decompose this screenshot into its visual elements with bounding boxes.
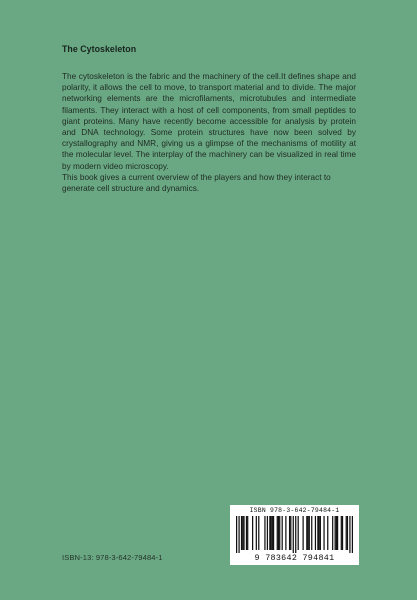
blurb-paragraph-2: This book gives a current overview of the players and how they interact to generate cell structure and dynamics.	[62, 172, 331, 194]
barcode-bar	[317, 516, 318, 550]
barcode-bar	[336, 516, 337, 550]
barcode-bar	[303, 516, 304, 550]
barcode-bar	[272, 516, 273, 550]
barcode-bar	[337, 516, 338, 550]
barcode-bar	[282, 516, 283, 550]
barcode-bar	[290, 516, 291, 550]
barcode-bar	[264, 516, 265, 550]
barcode-bar	[289, 516, 290, 550]
blurb-paragraph-1: The cytoskeleton is the fabric and the machinery of the cell.It defines shape and polarity, it allows the cell to move, to transport material and to divide. The major networking elements are the microfilaments, microtubules and intermediate filaments. They interact with a host of cell components, from small peptides to giant proteins. Many have recently become accessible for analysis by protein and DNA technology. Some protein structures have now been solved by crystallography and NMR, giving us a glimpse of the mechanisms of motility at the molecular level. The interplay of the machinery can be visualized in real time by modern video microscopy.	[62, 72, 356, 171]
barcode-bar	[241, 516, 242, 550]
barcode-bar	[270, 516, 271, 550]
barcode-bar	[347, 516, 348, 550]
barcode-bar	[279, 516, 280, 550]
barcode-bar	[315, 516, 316, 550]
barcode-bar	[327, 516, 328, 550]
barcode-isbn-label: ISBN 978-3-642-79484-1	[249, 507, 340, 514]
barcode-bar	[342, 516, 343, 550]
barcode-bar	[278, 516, 279, 550]
barcode-bar	[242, 516, 243, 550]
barcode-bar	[346, 516, 347, 550]
barcode-bar	[352, 516, 353, 553]
barcode-bar	[273, 516, 274, 550]
barcode-bar	[306, 516, 307, 550]
barcode-bar	[277, 516, 278, 550]
barcode-bar	[298, 516, 299, 550]
barcode-bar	[243, 516, 244, 550]
barcode-bar	[323, 516, 324, 550]
barcode-bar	[236, 516, 237, 553]
barcode-bar	[246, 516, 247, 550]
isbn-barcode	[230, 505, 359, 565]
barcode-bar	[320, 516, 321, 550]
barcode-bar	[332, 516, 333, 550]
barcode-bar	[295, 516, 296, 553]
barcode-bars	[236, 516, 353, 553]
barcode-bar	[258, 516, 259, 550]
barcode-bar	[309, 516, 310, 550]
book-title: The Cytoskeleton	[62, 44, 137, 54]
isbn-footer: ISBN-13: 978-3-642-79484-1	[62, 553, 163, 562]
book-blurb	[62, 71, 356, 194]
barcode-bar	[335, 516, 336, 550]
barcode-bar	[267, 516, 268, 550]
barcode-bar	[269, 516, 270, 550]
barcode-bar	[293, 516, 294, 553]
barcode-bar	[349, 516, 350, 553]
barcode-bar	[247, 516, 248, 550]
barcode-bar	[319, 516, 320, 550]
barcode-bar	[252, 516, 253, 550]
barcode-digits: 9 783642 794841	[254, 553, 335, 563]
barcode-bar	[311, 516, 312, 550]
barcode-bar	[238, 516, 239, 553]
barcode-bar	[285, 516, 286, 550]
barcode-bar	[307, 516, 308, 550]
barcode-bar	[256, 516, 257, 550]
barcode-bar	[341, 516, 342, 550]
